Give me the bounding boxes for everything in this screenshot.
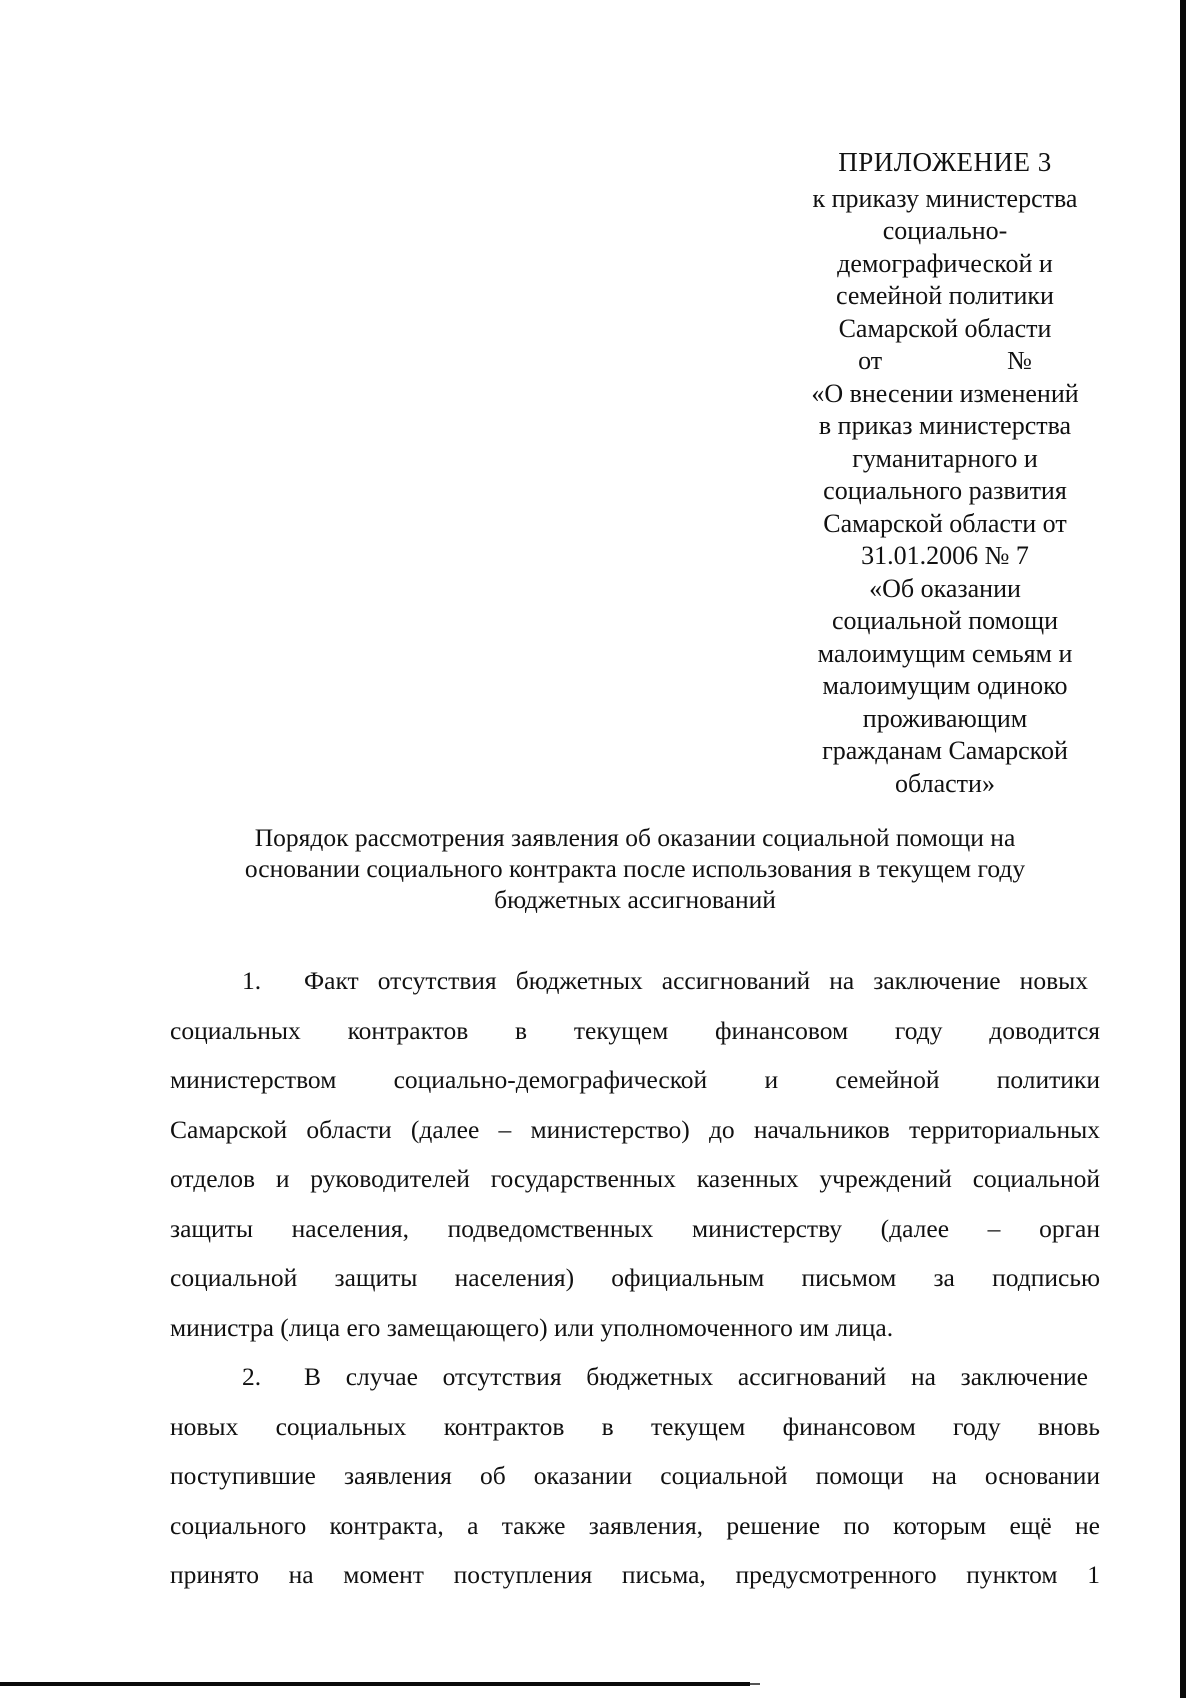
paragraph-line: социальной защиты населения) официальным письмом за подписью (170, 1263, 1100, 1292)
appendix-line: гуманитарного и (852, 443, 1038, 473)
paragraph-line: поступившие заявления об оказании социальной помощи на основании (170, 1461, 1100, 1490)
paragraph-1 (170, 956, 1100, 1352)
appendix-line: малоимущим семьям и (817, 638, 1073, 668)
document-body (170, 956, 1100, 1600)
from-label: от (858, 346, 883, 375)
paragraph-text: В случае отсутствия бюджетных ассигнований на заключение (304, 1362, 1088, 1391)
document-title-line: бюджетных ассигнований (494, 885, 776, 914)
appendix-line: проживающим (862, 703, 1028, 733)
paragraph-first-line (170, 956, 1100, 1006)
appendix-header (770, 146, 1120, 800)
paragraph-number: 2. (242, 1362, 262, 1391)
paragraph-line: министра (лица его замещающего) или уполномоченного им лица. (170, 1312, 894, 1342)
appendix-line: к приказу министерства (812, 183, 1078, 213)
paragraph-number: 1. (242, 966, 262, 995)
paragraph-2 (170, 1352, 1100, 1600)
appendix-line: социально- (882, 216, 1008, 245)
scan-right-edge (1180, 0, 1186, 1698)
appendix-line: социального развития (823, 476, 1067, 505)
appendix-line: социальной помощи (831, 606, 1059, 635)
appendix-line: семейной политики (836, 281, 1054, 310)
paragraph-line: министерством социально-демографической и семейной политики (170, 1065, 1100, 1094)
paragraph-line: принято на момент поступления письма, предусмотренного пунктом 1 (170, 1560, 1100, 1589)
appendix-date-number-row (770, 345, 1120, 378)
paragraph-line: социальных контрактов в текущем финансовом году доводится (170, 1015, 1100, 1045)
paragraph-line: социального контракта, а также заявления, решение по которым ещё не (170, 1510, 1100, 1540)
appendix-line: «Об оказании (869, 573, 1021, 603)
appendix-line: «О внесении изменений (811, 378, 1079, 408)
document-title (170, 822, 1100, 915)
paragraph-line: отделов и руководителей государственных казенных учреждений социальной (170, 1164, 1100, 1193)
document-title-line: Порядок рассмотрения заявления об оказании социальной помощи на (254, 823, 1016, 852)
appendix-title: ПРИЛОЖЕНИЕ 3 (838, 147, 1052, 177)
appendix-line: Самарской области от (823, 508, 1067, 538)
appendix-line: области» (895, 768, 995, 798)
paragraph-first-line (170, 1352, 1100, 1402)
paragraph-text: Факт отсутствия бюджетных ассигнований на заключение новых (304, 966, 1088, 995)
appendix-line: малоимущим одиноко (822, 671, 1068, 700)
number-label: № (1007, 346, 1032, 375)
scan-bottom-edge-tail (750, 1683, 760, 1685)
appendix-line: 31.01.2006 № 7 (861, 541, 1029, 570)
appendix-line: демографической и (837, 248, 1053, 278)
scan-bottom-edge (0, 1682, 750, 1686)
paragraph-line: защиты населения, подведомственных министерству (далее – орган (170, 1213, 1100, 1243)
appendix-line: Самарской области (838, 313, 1052, 343)
document-title-line: основании социального контракта после использования в текущем году (244, 854, 1026, 883)
paragraph-line: новых социальных контрактов в текущем финансовом году вновь (170, 1411, 1100, 1441)
appendix-line: в приказ министерства (818, 411, 1072, 440)
paragraph-line: Самарской области (далее – министерство) до начальников территориальных (170, 1114, 1100, 1144)
appendix-line: гражданам Самарской (822, 736, 1068, 765)
